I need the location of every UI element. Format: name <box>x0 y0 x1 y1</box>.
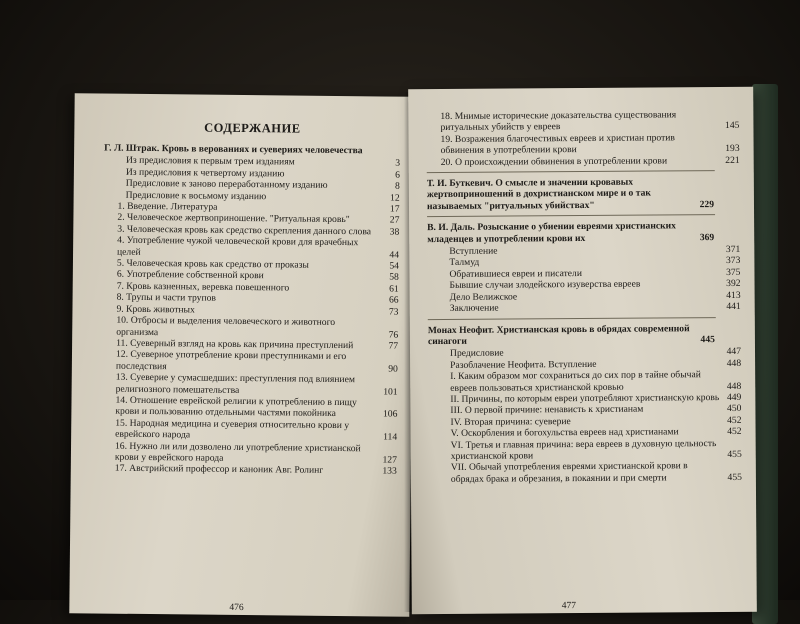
toc-entry-title: 6. Употребление собственной крови <box>116 269 264 282</box>
toc-entry-page: 106 <box>382 408 398 420</box>
toc-entry-title: 13. Суеверие у сумасшедших: преступления под влиянием религиозного помешательства <box>115 371 355 396</box>
toc-entry-title: 8. Трупы и части трупов <box>116 291 217 305</box>
toc-entry-page: 114 <box>383 431 398 443</box>
toc-entry-title: Разоблачение Неофита. Вступление <box>450 358 597 371</box>
toc-entry-page: 12 <box>390 192 400 204</box>
divider <box>427 214 715 217</box>
section-head-shtrak: Г. Л. Штрак. Кровь в верованиях и суевериях человечества <box>104 142 363 157</box>
toc-right <box>426 109 742 485</box>
toc-entry-title: IV. Вторая причина: суеверие <box>450 415 571 428</box>
toc-entry-dal: В. И. Даль. Розыскание о убиении евреями христианских младенцев и употреблении крови их 369 <box>427 220 715 245</box>
toc-entry <box>429 437 742 462</box>
toc-entry-butkevich: Т. И. Буткевич. О смысле и значении кровавых жертвоприношений в дохристианском мире и о так называемых "ритуальных убийствах" 229 <box>426 176 715 212</box>
toc-entry-title: 19. Возражения благочестивых евреев и христиан против обвинения в употреблении крови <box>440 132 675 157</box>
toc-entry-title: Дело Велижское <box>449 291 518 303</box>
toc-entry-title: 14. Отношение еврейской религии к употреблению в пищу крови и пользованию отдельными частями покойника <box>115 394 357 420</box>
toc-entry-page: 101 <box>383 386 398 398</box>
toc-entry-page: 54 <box>389 260 399 272</box>
toc-entry-page: 375 <box>726 266 741 278</box>
neofit-items <box>428 346 742 485</box>
toc-entry-title: Из предисловия к первым трем изданиям <box>125 155 295 168</box>
left-entries <box>101 155 400 477</box>
toc-entry-title: III. О первой причине: ненависть к христианам <box>450 403 644 417</box>
toc-entry-page: 127 <box>382 454 397 466</box>
toc-entry-page: 27 <box>389 214 400 227</box>
toc-entry-title: 17. Австрийский профессор и каноник Авг. Ролинг <box>114 463 324 477</box>
toc-entry-page: 371 <box>725 243 741 256</box>
toc-entry-page: 392 <box>726 278 741 290</box>
toc-entry-title: 12. Суеверное употребление крови преступниками и его последствия <box>115 348 347 372</box>
toc-entry-page: 61 <box>389 283 399 295</box>
toc-entry-page: 17 <box>389 203 400 215</box>
toc-entry-page: 449 <box>726 391 742 403</box>
toc-entry <box>101 417 397 443</box>
toc-entry-title: Заключение <box>449 302 499 315</box>
toc-entry <box>101 394 397 420</box>
toc-left <box>101 143 400 478</box>
toc-entry-page: 452 <box>727 414 742 426</box>
toc-entry-page: 73 <box>388 306 399 318</box>
right-group1 <box>426 109 739 168</box>
toc-entry <box>102 372 398 398</box>
dal-items <box>427 244 740 315</box>
toc-entry-title: 20. О происхождении обвинения в употреблении крови <box>440 155 668 168</box>
toc-entry-page: 38 <box>389 226 400 238</box>
toc-entry-title: 18. Мнимые исторические доказательства существования ритуальных убийств у евреев <box>440 109 677 134</box>
toc-entry <box>427 155 740 169</box>
toc-entry-page: 145 <box>725 120 740 132</box>
toc-entry-page: 221 <box>725 154 740 166</box>
toc-entry-title: Бывшие случаи злодейского изуверства евреев <box>449 278 641 292</box>
divider <box>427 170 715 173</box>
toc-entry-page: 133 <box>382 465 397 478</box>
toc-entry-title: 9. Кровь животных <box>116 303 195 316</box>
toc-entry-neofit: Монах Неофит. Христианская кровь в обрядах современной синагоги 445 <box>427 322 715 347</box>
toc-entry-page: 58 <box>389 272 399 284</box>
toc-entry-page: 8 <box>394 180 400 192</box>
toc-entry-page: 448 <box>726 357 742 369</box>
toc-entry-page: 450 <box>726 403 742 415</box>
toc-entry-title: Предисловие <box>449 347 504 360</box>
left-page <box>69 93 414 617</box>
toc-entry <box>426 132 739 157</box>
toc-entry <box>428 301 741 315</box>
toc-entry-title: Вступление <box>449 245 498 257</box>
toc-entry-title: II. Причины, по которым евреи употребляют христианскую кровь <box>450 391 720 405</box>
toc-entry-title: VII. Обычай употребления евреями христианской крови в обрядах брака и обрезания, в покаянии и при смерти <box>450 460 688 485</box>
toc-entry-title: 4. Употребление чужой человеческой крови для врачебных целей <box>117 234 359 258</box>
page-number-left: 476 <box>229 602 244 614</box>
toc-entry-title: 1. Введение. Литература <box>117 200 218 213</box>
toc-entry-page: 455 <box>727 471 742 483</box>
toc-entry-page: 455 <box>727 448 742 460</box>
toc-entry-title: 10. Отбросы и выделения человеческого и животного организма <box>116 314 336 338</box>
toc-entry <box>102 349 398 375</box>
toc-entry-page: 441 <box>726 300 741 313</box>
toc-entry-page: 447 <box>726 346 742 358</box>
toc-entry-title: V. Оскорбления и богохульства евреев над христианами <box>450 426 679 440</box>
divider <box>428 317 716 320</box>
toc-entry-page: 413 <box>726 289 741 301</box>
right-page <box>408 87 757 614</box>
toc-entry-page: 3 <box>395 158 401 170</box>
toc-entry-title: 15. Народная медицина и суеверия относительно крови у еврейского народа <box>115 417 350 441</box>
toc-entry-page: 76 <box>388 329 399 341</box>
toc-entry-title: Предисловие к заново переработанному изданию <box>125 177 328 192</box>
toc-entry <box>101 440 397 466</box>
toc-entry <box>429 460 742 485</box>
toc-entry <box>101 463 397 478</box>
toc-entry-title: Талмуд <box>449 257 480 269</box>
toc-entry-page: 90 <box>388 363 398 375</box>
toc-entry-page: 6 <box>395 169 400 181</box>
toc-entry-title: 3. Человеческая кровь как средство скрепления данного слова <box>117 223 372 238</box>
toc-entry <box>426 109 739 134</box>
page-number-right: 477 <box>561 601 577 612</box>
toc-entry <box>428 369 741 394</box>
toc-entry-title: 7. Кровь казненных, веревка повешенного <box>116 280 290 294</box>
toc-entry-title: 16. Нужно ли или дозволено ли употребление христианской крови у еврейского народа <box>114 440 361 464</box>
toc-title: СОДЕРЖАНИЕ <box>204 120 301 136</box>
toc-entry-page: 77 <box>388 340 399 352</box>
toc-entry-title: 11. Суеверный взгляд на кровь как причина преступлений <box>116 337 354 352</box>
toc-entry-page: 448 <box>726 380 742 392</box>
toc-entry <box>103 235 399 261</box>
toc-entry-title: 5. Человеческая кровь как средство от проказы <box>116 257 309 271</box>
toc-entry-page: 193 <box>725 143 740 155</box>
toc-entry-title: I. Каким образом мог сохраниться до сих пор в тайне обычай евреев пользоваться христианской кровью <box>450 369 701 394</box>
toc-entry-title: Предисловие к восьмому изданию <box>125 189 267 202</box>
toc-entry-page: 452 <box>727 426 742 438</box>
toc-entry-page: 66 <box>388 294 399 306</box>
toc-entry-title: 2. Человеческое жертвоприношение. "Ритуальная кровь" <box>117 212 350 226</box>
toc-entry <box>102 315 398 341</box>
toc-entry-title: Из предисловия к четвертому изданию <box>125 166 285 180</box>
toc-entry-title: VI. Третья и главная причина: вера евреев в духовную цельность христианской крови <box>450 437 717 462</box>
toc-entry-page: 44 <box>389 249 400 261</box>
toc-entry-title: Обратившиеся евреи и писатели <box>449 267 582 280</box>
toc-entry-page: 373 <box>725 255 741 267</box>
